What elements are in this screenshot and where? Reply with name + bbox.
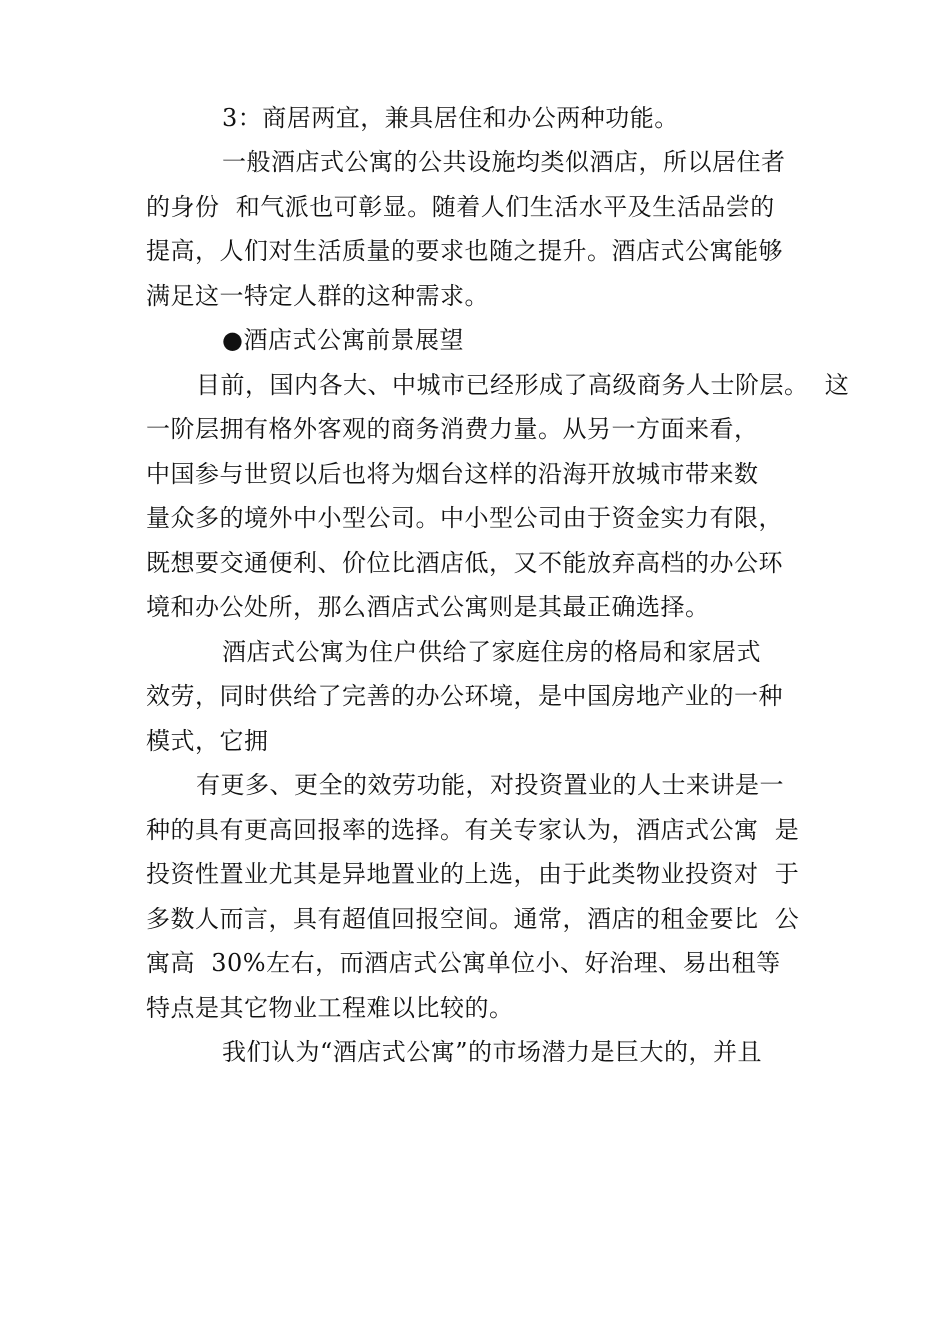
text-line-1: 3：商居两宜，兼具居住和办公两种功能。 [222,104,679,132]
text-line-5: 满足这一特定人群的这种需求。 [146,282,489,310]
text-line-13: 酒店式公寓为住户供给了家庭住房的格局和家居式 [222,638,761,666]
text-line-17: 种的具有更高回报率的选择。有关专家认为，酒店式公寓 是 [146,816,800,844]
text-line-16: 有更多、更全的效劳功能，对投资置业的人士来讲是一 [196,771,784,799]
section-heading: ●酒店式公寓前景展望 [222,326,464,354]
text-line-8: 一阶层拥有格外客观的商务消费力量。从另一方面来看， [146,415,759,443]
text-line-20: 寓高 30%左右，而酒店式公寓单位小、好治理、易出租等 [146,949,781,977]
text-line-22: 我们认为“酒店式公寓”的市场潜力是巨大的，并且 [222,1038,763,1066]
text-line-11: 既想要交通便利、价位比酒店低，又不能放弃高档的办公环 [146,549,783,577]
text-line-7: 目前，国内各大、中城市已经形成了高级商务人士阶层。 这 [196,371,850,399]
text-line-15: 模式，它拥 [146,727,269,755]
text-line-21: 特点是其它物业工程难以比较的。 [146,994,514,1022]
text-line-4: 提高，人们对生活质量的要求也随之提升。酒店式公寓能够 [146,237,783,265]
text-line-3: 的身份 和气派也可彰显。随着人们生活水平及生活品尝的 [146,193,775,221]
text-line-10: 量众多的境外中小型公司。中小型公司由于资金实力有限， [146,504,783,532]
text-line-9: 中国参与世贸以后也将为烟台这样的沿海开放城市带来数 [146,460,759,488]
text-line-2: 一般酒店式公寓的公共设施均类似酒店，所以居住者 [222,148,786,176]
text-line-14: 效劳，同时供给了完善的办公环境，是中国房地产业的一种 [146,682,783,710]
text-line-19: 多数人而言，具有超值回报空间。通常，酒店的租金要比 公 [146,905,800,933]
text-line-18: 投资性置业尤其是异地置业的上选，由于此类物业投资对 于 [146,860,800,888]
text-line-12: 境和办公处所，那么酒店式公寓则是其最正确选择。 [146,593,710,621]
